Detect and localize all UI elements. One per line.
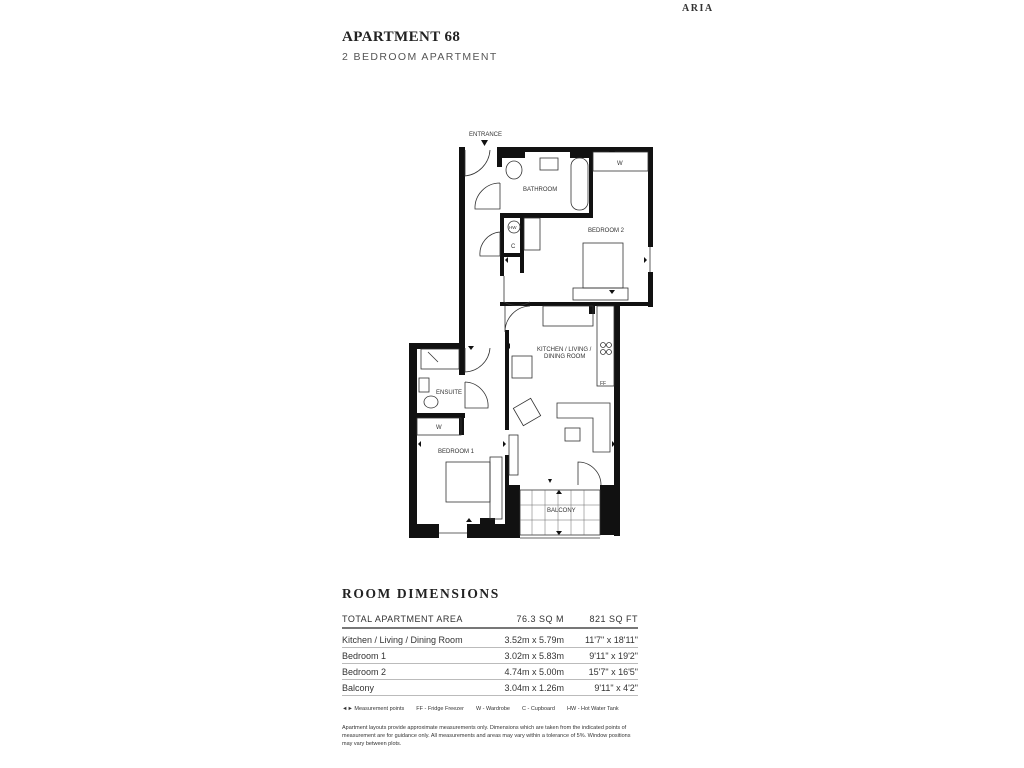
room-imperial: 15'7" x 16'5" xyxy=(564,664,638,680)
room-imperial: 11'7" x 18'11" xyxy=(564,632,638,648)
legend-fridge-freezer: FF - Fridge Freezer xyxy=(416,706,464,712)
room-metric: 4.74m x 5.00m xyxy=(484,664,564,680)
room-label-kitchen-line2: DINING ROOM xyxy=(544,354,586,360)
fixture-cupboard: C xyxy=(511,244,516,250)
total-imperial: 821 SQ FT xyxy=(564,611,638,628)
room-name: Bedroom 1 xyxy=(342,648,484,664)
fixture-hot-water: HW xyxy=(509,225,517,230)
legend-hot-water-tank: HW - Hot Water Tank xyxy=(567,706,619,712)
disclaimer-text: Apartment layouts provide approximate measurements only. Dimensions which are taken from the indicated points of measurement are for guidance only. All measurements and areas may vary within a tolerance of 5%. Window positions may vary between plots. xyxy=(342,725,631,747)
table-row xyxy=(342,632,638,648)
room-label-bedroom2: BEDROOM 2 xyxy=(588,228,625,234)
table-row-total xyxy=(342,611,638,628)
fixture-wardrobe-bed1: W xyxy=(436,425,442,431)
fixture-fridge-freezer: FF xyxy=(600,381,607,387)
room-label-bedroom1: BEDROOM 1 xyxy=(438,449,475,455)
room-name: Balcony xyxy=(342,680,484,696)
room-label-bathroom: BATHROOM xyxy=(523,187,558,193)
legend-cupboard: C - Cupboard xyxy=(521,706,555,712)
room-metric: 3.52m x 5.79m xyxy=(484,632,564,648)
room-metric: 3.04m x 1.26m xyxy=(484,680,564,696)
table-row xyxy=(342,664,638,680)
total-metric: 76.3 SQ M xyxy=(484,611,564,628)
total-label: TOTAL APARTMENT AREA xyxy=(342,611,484,628)
room-name: Bedroom 2 xyxy=(342,664,484,680)
table-row xyxy=(342,680,638,696)
legend-measurement-points: ◄► Measurement points xyxy=(342,706,405,712)
room-imperial: 9'11" x 19'2" xyxy=(564,648,638,664)
legend xyxy=(342,706,619,712)
page-title: APARTMENT 68 xyxy=(342,29,461,45)
entrance-label: ENTRANCE xyxy=(469,132,503,138)
floor-plan xyxy=(400,120,670,550)
fixture-wardrobe-bed2: W xyxy=(617,161,623,167)
room-label-balcony: BALCONY xyxy=(547,508,576,514)
measurement-points-icon xyxy=(418,148,647,535)
room-metric: 3.02m x 5.83m xyxy=(484,648,564,664)
room-dimensions-table xyxy=(342,611,638,696)
room-dimensions-title: ROOM DIMENSIONS xyxy=(342,586,500,601)
room-label-kitchen-line1: KITCHEN / LIVING / xyxy=(537,347,592,353)
entrance-arrow-icon xyxy=(481,140,488,146)
table-row xyxy=(342,648,638,664)
legend-wardrobe: W - Wardrobe xyxy=(475,706,510,712)
room-imperial: 9'11" x 4'2" xyxy=(564,680,638,696)
room-label-ensuite: ENSUITE xyxy=(436,390,463,396)
room-name: Kitchen / Living / Dining Room xyxy=(342,632,484,648)
page-subtitle: 2 BEDROOM APARTMENT xyxy=(342,51,498,63)
brand-logo: ARIA xyxy=(682,3,714,14)
